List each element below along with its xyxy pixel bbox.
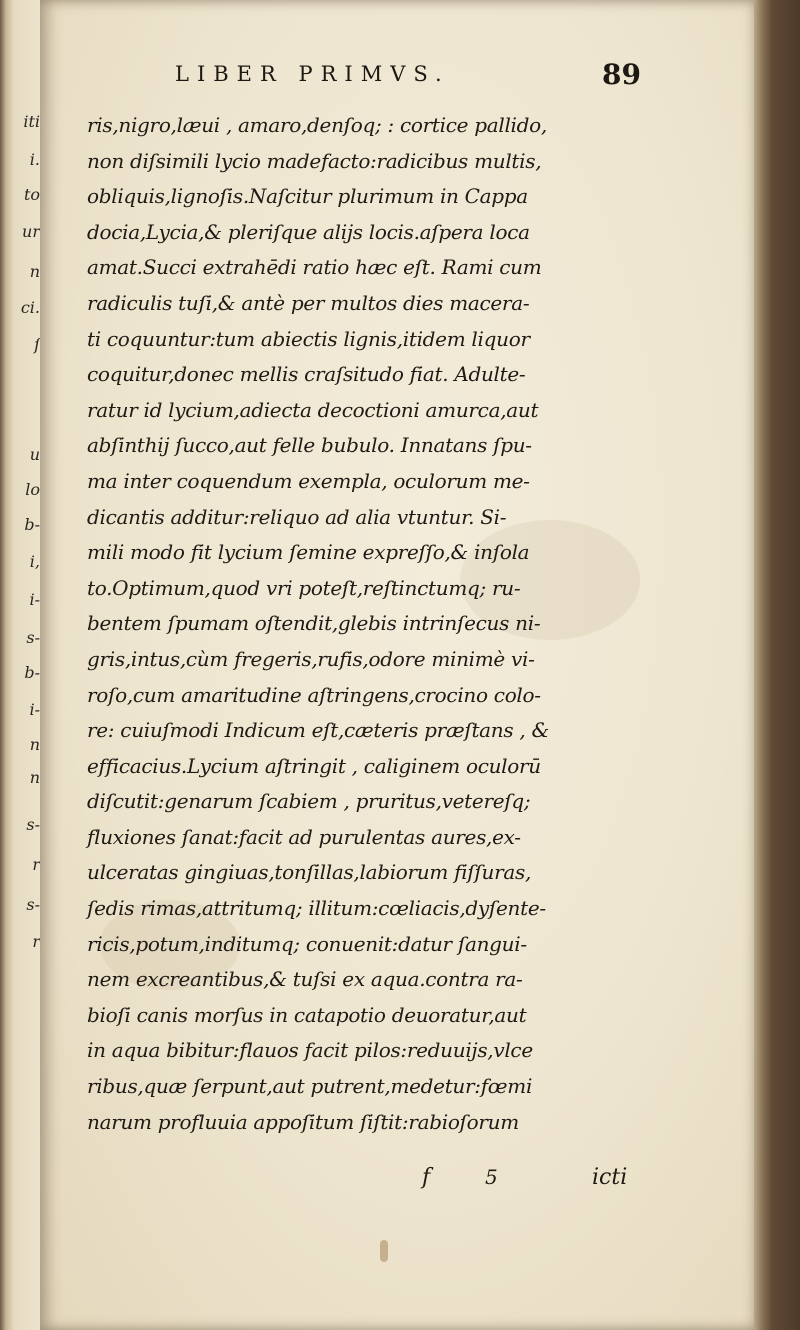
text-line: coquitur,donec mellis craſsitudo fiat. Adulte- — [87, 362, 526, 387]
text-line: in aqua bibitur:flauos facit pilos:reduuijs,vlce — [87, 1038, 533, 1063]
running-title: LIBER PRIMVS. — [175, 62, 450, 86]
previous-page-fragment: r — [32, 932, 40, 951]
previous-page-fragment: to — [23, 185, 40, 204]
text-line: gris,intus,cùm fregeris,rufis,odore minimè vi- — [87, 646, 535, 671]
book-spine — [754, 0, 800, 1330]
text-line: to.Optimum,quod vri poteſt,reſtinctumq; ru- — [87, 575, 521, 600]
previous-page-fragment: u — [29, 445, 40, 464]
text-line: nem excreantibus,& tuſsi ex aqua.contra ra- — [87, 967, 523, 992]
text-line: ma inter coquendum exempla, oculorum me- — [87, 468, 530, 493]
text-line: obliquis,lignoſis.Naſcitur plurimum in Cappa — [87, 184, 528, 209]
text-line: bentem ſpumam oſtendit,glebis intrinſecus ni- — [87, 611, 541, 636]
text-line: mili modo fit lycium ſemine expreſſo,& inſola — [87, 540, 530, 565]
page-footer — [87, 1163, 647, 1203]
text-line: efficacius.Lycium aſtringit , caliginem oculorū — [87, 753, 541, 778]
previous-page-fragment: b- — [24, 663, 40, 682]
text-line: amat.Succi extrahēdi ratio hæc eſt. Rami cum — [87, 255, 542, 280]
previous-page-fragment: b- — [24, 515, 40, 534]
text-line: diſcutit:genarum ſcabiem , pruritus,vetereſq; — [87, 789, 531, 814]
previous-page-fragment: ſ — [34, 335, 40, 354]
signature-mark: f — [422, 1165, 431, 1190]
previous-page-fragment: i. — [29, 150, 40, 169]
page-number: 89 — [602, 58, 641, 91]
previous-page-fragment: s- — [26, 895, 40, 914]
body-text — [87, 108, 647, 1140]
text-line: non diſsimili lycio madefacto:radicibus multis, — [87, 148, 542, 173]
text-line: ti coquuntur:tum abiectis lignis,itidem liquor — [87, 326, 530, 351]
previous-page-fragment: s- — [26, 628, 40, 647]
text-line: docia,Lycia,& pleriſque alijs locis.aſpera loca — [87, 219, 530, 244]
catchword: icti — [592, 1165, 628, 1190]
page-header — [175, 58, 655, 98]
text-line: bioſi canis morſus in catapotio deuoratur,aut — [87, 1002, 527, 1027]
previous-page-fragment: n — [29, 735, 40, 754]
signature-number: 5 — [485, 1165, 498, 1189]
text-line: narum profluuia appoſitum ſiſtit:rabioſorum — [87, 1109, 519, 1134]
text-line: roſo,cum amaritudine aſtringens,crocino colo- — [87, 682, 541, 707]
previous-page-fragment: i- — [29, 590, 40, 609]
text-line: radiculis tuſi,& antè per multos dies macera- — [87, 290, 530, 315]
book-page — [40, 0, 756, 1330]
text-line: dicantis additur:reliquo ad alia vtuntur. Si- — [87, 504, 507, 529]
text-line: ribus,quæ ſerpunt,aut putrent,medetur:fœmi — [87, 1074, 533, 1099]
previous-page-fragment: iti — [23, 112, 40, 131]
previous-page-fragment: n — [29, 262, 40, 281]
text-line: abſinthij ſucco,aut felle bubulo. Innatans ſpu- — [87, 433, 532, 458]
text-line: ris,nigro,læui , amaro,denſoq; : cortice pallido, — [87, 113, 547, 137]
text-line: fluxiones ſanat:facit ad purulentas aures,ex- — [87, 824, 521, 849]
previous-page-fragment: ci. — [20, 298, 40, 317]
previous-page-fragment: n — [29, 768, 40, 787]
previous-page-fragment: i- — [29, 700, 40, 719]
previous-page-fragment: lo — [25, 480, 40, 499]
text-line: ſedis rimas,attritumq; illitum:cœliacis,dyſente- — [87, 896, 546, 921]
previous-page-edge — [0, 0, 44, 1330]
paper-damage — [380, 1240, 388, 1262]
previous-page-fragment: s- — [26, 815, 40, 834]
previous-page-fragment: i, — [29, 552, 40, 571]
previous-page-fragment: ur — [22, 222, 40, 241]
text-line: ulceratas gingiuas,tonſillas,labiorum fiſſuras, — [87, 860, 531, 885]
text-line: re: cuiuſmodi Indicum eſt,cæteris præſtans , & — [87, 718, 550, 743]
text-line: ricis,potum,inditumq; conuenit:datur ſangui- — [87, 931, 527, 956]
previous-page-fragment: r — [32, 855, 40, 874]
text-line: ratur id lycium,adiecta decoctioni amurca,aut — [87, 397, 539, 422]
